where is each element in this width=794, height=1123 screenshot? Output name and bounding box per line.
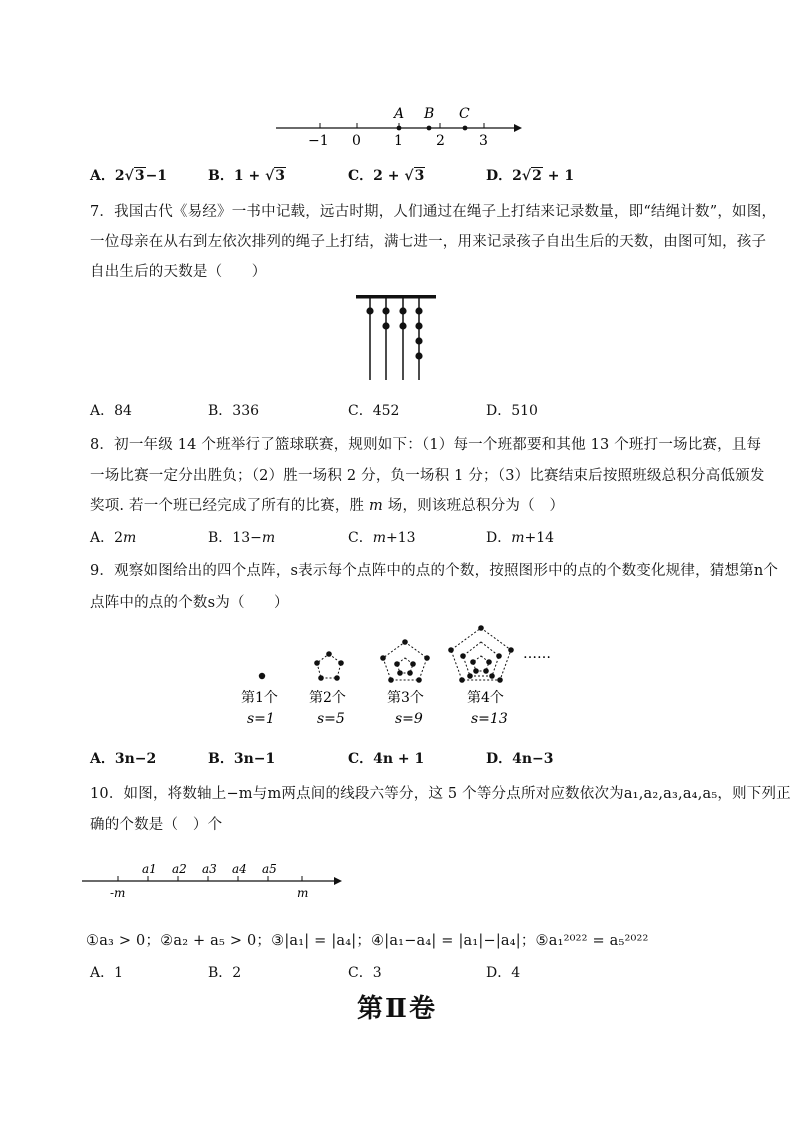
q9-option-c[interactable]: C．4n + 1 — [348, 751, 425, 767]
q9-fig3-s: s=9 — [395, 711, 423, 727]
q9-fig4-label: 第4个 — [467, 690, 504, 706]
q10-number-line — [80, 855, 350, 905]
q9-fig2-s: s=5 — [317, 711, 345, 727]
q7-option-d[interactable]: D．510 — [486, 403, 538, 419]
q10-statements: ①a₃ > 0；②a₂ + a₅ > 0；③|a₁| = |a₄|；④|a₁−a₄| = |a₁|−|a₄|；⑤a₁²⁰²² = a₅²⁰²² — [86, 933, 649, 949]
q6-option-a[interactable]: A．2√3−1 — [90, 168, 168, 184]
q10-label-a2: a2 — [172, 862, 187, 876]
q9-ellipsis: …… — [523, 646, 551, 662]
q7-option-c[interactable]: C．452 — [348, 403, 400, 419]
q9-dot-pattern-figure — [235, 620, 565, 730]
tick-label-2: 2 — [436, 133, 445, 149]
q10-option-c[interactable]: C．3 — [348, 965, 382, 981]
q10-label-a3: a3 — [202, 862, 217, 876]
q7-option-b[interactable]: B．336 — [208, 403, 260, 419]
q10-label-a1: a1 — [142, 862, 157, 876]
q8-option-a[interactable]: A．2m — [90, 530, 137, 546]
q9-text-line1: 9．观察如图给出的四个点阵，s表示每个点阵中的点的个数，按照图形中的点的个数变化规律，猜想第n个 — [90, 563, 779, 579]
q9-option-b[interactable]: B．3n−1 — [208, 751, 276, 767]
tick-label-3: 3 — [479, 133, 488, 149]
q6-option-b[interactable]: B．1 + √3 — [208, 168, 286, 184]
q8-option-d[interactable]: D．m+14 — [486, 530, 555, 546]
q6-option-d[interactable]: D．2√2 + 1 — [486, 168, 575, 184]
q8-text-line1: 8．初一年级 14 个班举行了篮球联赛，规则如下：（1）每一个班都要和其他 13 个班打一场比赛，且每 — [90, 437, 762, 453]
q7-option-a[interactable]: A．84 — [90, 403, 132, 419]
q8-option-c[interactable]: C．m+13 — [348, 530, 416, 546]
q10-option-b[interactable]: B．2 — [208, 965, 242, 981]
q7-text-line3: 自出生后的天数是（ ） — [90, 264, 267, 280]
q9-option-d[interactable]: D．4n−3 — [486, 751, 554, 767]
tick-label-0: 0 — [352, 133, 361, 149]
q10-text-line2: 确的个数是（ ）个 — [90, 817, 223, 833]
section-title: 第Ⅱ卷 — [357, 994, 437, 1024]
q9-option-a[interactable]: A．3n−2 — [90, 751, 157, 767]
q9-text-line2: 点阵中的点的个数s为（ ） — [90, 595, 289, 611]
q10-label-m: m — [297, 886, 309, 900]
tick-label-neg1: −1 — [308, 133, 329, 149]
q10-label-neg-m: -m — [110, 886, 126, 900]
q7-knot-rope-figure — [350, 290, 445, 385]
q7-text-line2: 一位母亲在从右到左依次排列的绳子上打结，满七进一，用来记录孩子自出生后的天数，由图可知，孩子 — [90, 234, 767, 250]
q6-option-c[interactable]: C．2 + √3 — [348, 168, 425, 184]
q7-text-line1: 7．我国古代《易经》一书中记载，远古时期，人们通过在绳子上打结来记录数量，即“结绳计数”，如图， — [90, 204, 777, 220]
q9-fig3-label: 第3个 — [387, 690, 424, 706]
q8-option-b[interactable]: B．13−m — [208, 530, 276, 546]
point-label-a: A — [394, 106, 405, 122]
point-label-c: C — [459, 106, 470, 122]
q9-fig1-s: s=1 — [247, 711, 275, 727]
q10-text-line1: 10．如图，将数轴上−m与m两点间的线段六等分，这 5 个等分点所对应数依次为a₁,a₂,a₃,a₄,a₅，则下列正 — [90, 786, 791, 802]
q8-text-line3: 奖项. 若一个班已经完成了所有的比赛，胜 m 场，则该班总积分为（ ） — [90, 498, 565, 514]
q9-fig2-label: 第2个 — [309, 690, 346, 706]
tick-label-1: 1 — [394, 133, 403, 149]
q10-label-a4: a4 — [232, 862, 247, 876]
q8-text-line2: 一场比赛一定分出胜负；（2）胜一场积 2 分，负一场积 1 分；（3）比赛结束后按照班级总积分高低颁发 — [90, 468, 765, 484]
q6-number-line — [270, 100, 530, 150]
point-label-b: B — [424, 106, 435, 122]
q10-option-a[interactable]: A．1 — [90, 965, 124, 981]
q10-label-a5: a5 — [262, 862, 277, 876]
q10-option-d[interactable]: D．4 — [486, 965, 521, 981]
q9-fig4-s: s=13 — [471, 711, 508, 727]
q9-fig1-label: 第1个 — [241, 690, 278, 706]
